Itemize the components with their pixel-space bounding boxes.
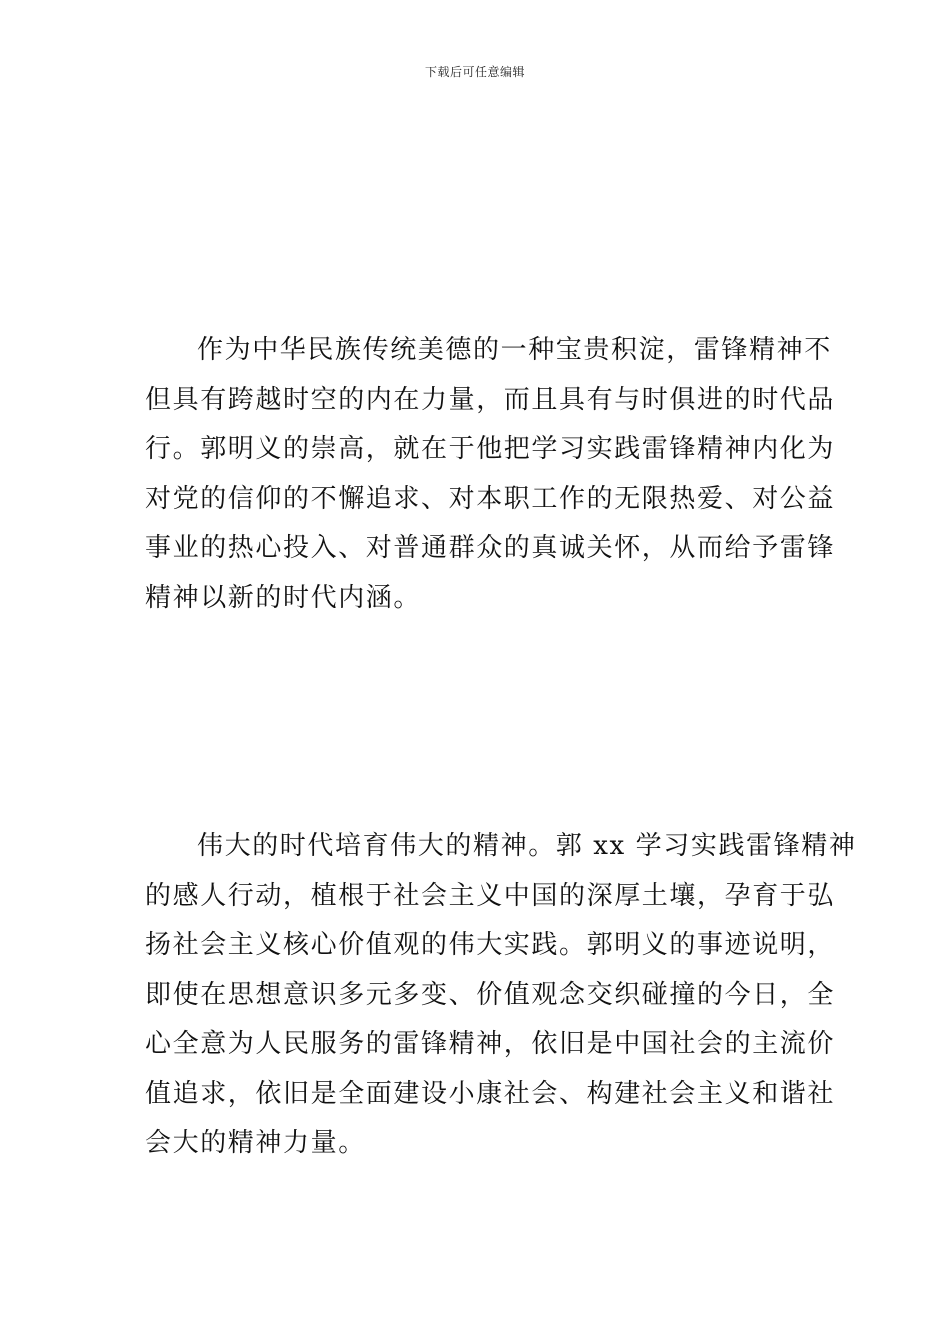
paragraph-line: 会大的精神力量。 <box>145 1128 366 1158</box>
paragraph-line: 的感人行动，植根于社会主义中国的深厚土壤，孕育于弘 <box>145 880 836 911</box>
paragraph-line: 行。郭明义的崇高，就在于他把学习实践雷锋精神内化为 <box>145 434 836 464</box>
paragraph-line: 精神以新的时代内涵。 <box>145 582 422 613</box>
paragraph-line: 值追求，依旧是全面建设小康社会、构建社会主义和谐社 <box>145 1078 836 1109</box>
paragraph-line: 作为中华民族传统美德的一种宝贵积淀，雷锋精神不 <box>197 335 832 365</box>
paragraph-line: 心全意为人民服务的雷锋精神，依旧是中国社会的主流价 <box>145 1029 836 1059</box>
paragraph-line: 扬社会主义核心价值观的伟大实践。郭明义的事迹说明， <box>145 930 836 960</box>
paragraph-2 <box>145 822 857 1169</box>
paragraph-line: 事业的热心投入、对普通群众的真诚关怀，从而给予雷锋 <box>145 533 836 563</box>
paragraph-1 <box>145 326 836 623</box>
paragraph-line: 即使在思想意识多元多变、价值观念交织碰撞的今日，全 <box>145 979 836 1010</box>
paragraph-line: 但具有跨越时空的内在力量，而且具有与时俱进的时代品 <box>145 384 836 415</box>
paragraph-line: 对党的信仰的不懈追求、对本职工作的无限热爱、对公益 <box>145 483 836 514</box>
paragraph-line: 伟大的时代培育伟大的精神。郭 xx 学习实践雷锋精神 <box>197 831 857 861</box>
page-header: 下载后可任意编辑 <box>424 65 525 79</box>
